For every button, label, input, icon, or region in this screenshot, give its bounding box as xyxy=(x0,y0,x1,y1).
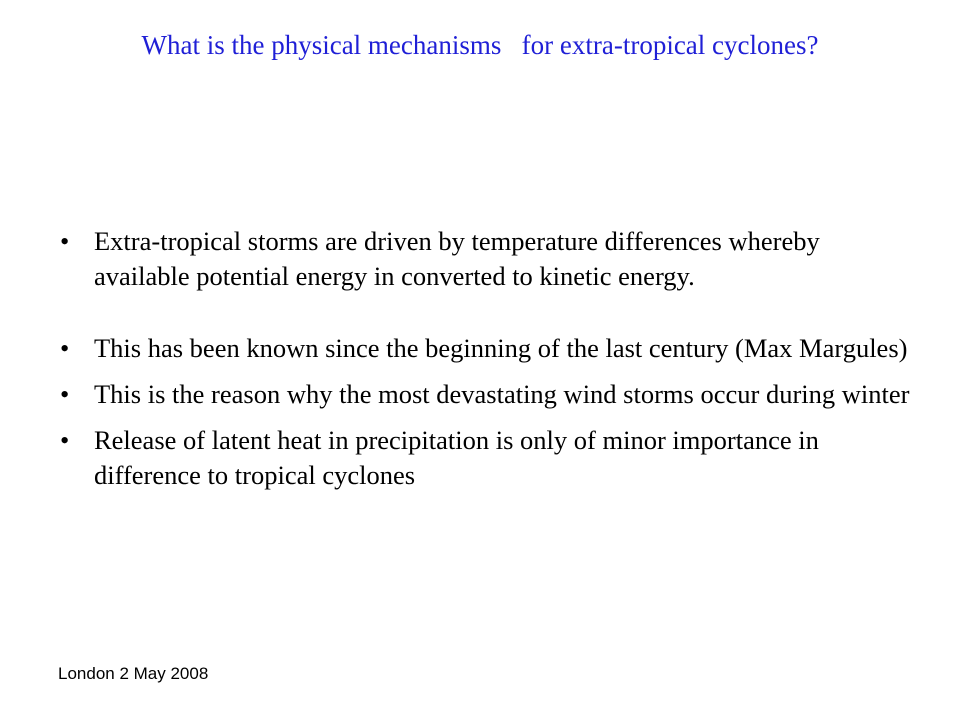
bullet-item xyxy=(60,224,920,294)
bullet-text: This is the reason why the most devastating wind storms occur during winter xyxy=(94,379,910,409)
bullet-item xyxy=(60,423,920,493)
slide-footer: London 2 May 2008 xyxy=(58,664,209,683)
bullet-text: Release of latent heat in precipitation is only of minor importance in difference to tropical cyclones xyxy=(94,425,819,490)
bullet-item xyxy=(60,331,920,366)
bullet-item xyxy=(60,377,920,412)
bullet-text: Extra-tropical storms are driven by temperature differences whereby available potential energy in converted to kinetic energy. xyxy=(94,226,820,291)
slide-title: What is the physical mechanisms for extra-tropical cyclones? xyxy=(141,30,819,60)
bullet-text: This has been known since the beginning of the last century (Max Margules) xyxy=(94,333,908,363)
bullet-icon: • xyxy=(60,333,70,363)
bullet-icon: • xyxy=(60,379,70,409)
bullet-icon: • xyxy=(60,226,70,256)
bullet-list xyxy=(60,224,920,493)
bullet-icon: • xyxy=(60,425,70,455)
